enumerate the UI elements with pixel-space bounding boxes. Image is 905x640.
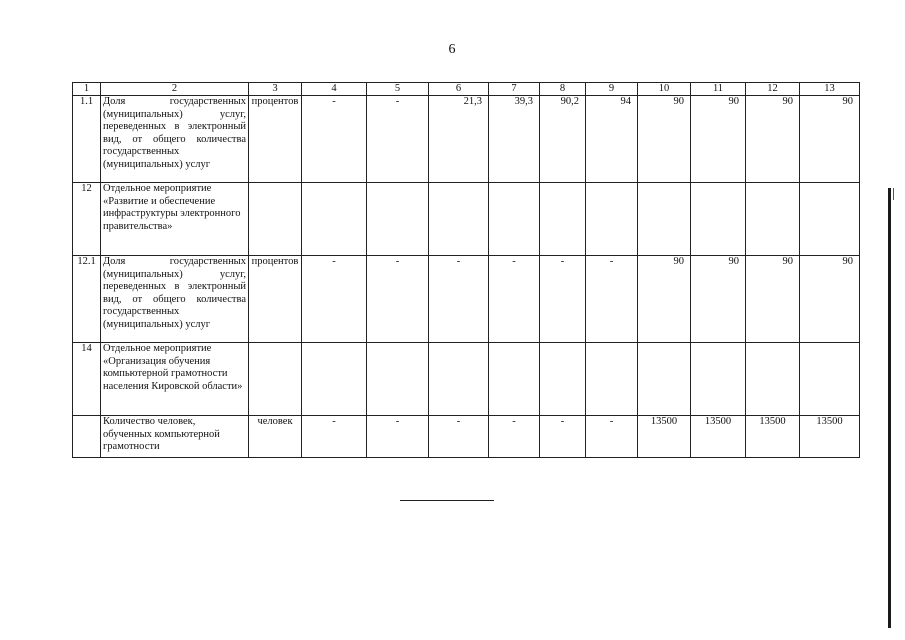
closing-rule [400, 500, 494, 501]
indicator-name-cell: Количество человек, обученных компьютерной грамотности [101, 416, 249, 458]
row-number-cell: 14 [73, 343, 101, 416]
value-cell [429, 183, 489, 256]
value-cell [800, 343, 860, 416]
row-number-cell [73, 416, 101, 458]
value-cell [586, 183, 638, 256]
value-cell: 90 [691, 96, 746, 183]
header-cell: 9 [586, 83, 638, 96]
unit-cell [249, 183, 302, 256]
table-row [73, 416, 860, 458]
header-cell: 4 [302, 83, 367, 96]
value-cell: 90 [746, 96, 800, 183]
scan-margin-bar [888, 188, 891, 628]
table-header-row [73, 83, 860, 96]
header-cell: 8 [540, 83, 586, 96]
table-row [73, 96, 860, 183]
value-cell [691, 343, 746, 416]
value-cell: 21,3 [429, 96, 489, 183]
value-cell: - [367, 256, 429, 343]
scan-margin-tick [893, 188, 894, 200]
header-cell: 13 [800, 83, 860, 96]
value-cell: - [367, 96, 429, 183]
value-cell: 13500 [746, 416, 800, 458]
value-cell [691, 183, 746, 256]
indicators-table [72, 82, 860, 458]
value-cell [489, 343, 540, 416]
value-cell: 94 [586, 96, 638, 183]
value-cell: - [540, 416, 586, 458]
value-cell [302, 343, 367, 416]
value-cell: - [302, 416, 367, 458]
value-cell [367, 183, 429, 256]
value-cell [638, 183, 691, 256]
header-cell: 5 [367, 83, 429, 96]
value-cell: 13500 [638, 416, 691, 458]
table-row [73, 343, 860, 416]
value-cell: - [429, 256, 489, 343]
indicator-name-cell: Доля государственных (муниципальных) услуг, переведенных в электронный вид, от общего количества государственных (муниципальных) услуг [101, 256, 249, 343]
value-cell: - [489, 416, 540, 458]
unit-cell [249, 343, 302, 416]
value-cell [429, 343, 489, 416]
value-cell: - [586, 416, 638, 458]
page-number: 6 [448, 42, 456, 57]
value-cell: 90 [638, 96, 691, 183]
value-cell [540, 343, 586, 416]
table-row [73, 183, 860, 256]
value-cell: - [302, 256, 367, 343]
header-cell: 3 [249, 83, 302, 96]
unit-cell: процентов [249, 256, 302, 343]
value-cell: 90 [638, 256, 691, 343]
row-number-cell: 12 [73, 183, 101, 256]
value-cell: - [367, 416, 429, 458]
header-cell: 7 [489, 83, 540, 96]
value-cell [638, 343, 691, 416]
value-cell: - [429, 416, 489, 458]
value-cell [302, 183, 367, 256]
value-cell: 90 [800, 256, 860, 343]
row-number-cell: 12.1 [73, 256, 101, 343]
value-cell [489, 183, 540, 256]
value-cell: 90 [691, 256, 746, 343]
value-cell [800, 183, 860, 256]
value-cell: 90 [746, 256, 800, 343]
value-cell [746, 343, 800, 416]
header-cell: 6 [429, 83, 489, 96]
unit-cell: процентов [249, 96, 302, 183]
header-cell: 10 [638, 83, 691, 96]
header-cell: 12 [746, 83, 800, 96]
table-row [73, 256, 860, 343]
value-cell [367, 343, 429, 416]
value-cell: - [540, 256, 586, 343]
value-cell: 90 [800, 96, 860, 183]
indicator-name-cell: Доля государственных (муниципальных) услуг, переведенных в электронный вид, от общего количества государственных (муниципальных) услуг [101, 96, 249, 183]
unit-cell: человек [249, 416, 302, 458]
value-cell: 39,3 [489, 96, 540, 183]
value-cell [746, 183, 800, 256]
value-cell: 13500 [691, 416, 746, 458]
indicator-name-cell: Отдельное мероприятие «Организация обучения компьютерной грамотности населения Кировской области» [101, 343, 249, 416]
header-cell: 2 [101, 83, 249, 96]
value-cell: - [586, 256, 638, 343]
indicator-name-cell: Отдельное мероприятие «Развитие и обеспечение инфраструктуры электронного правительства» [101, 183, 249, 256]
value-cell: - [302, 96, 367, 183]
header-cell: 11 [691, 83, 746, 96]
value-cell: 90,2 [540, 96, 586, 183]
value-cell [540, 183, 586, 256]
value-cell: 13500 [800, 416, 860, 458]
value-cell [586, 343, 638, 416]
value-cell: - [489, 256, 540, 343]
row-number-cell: 1.1 [73, 96, 101, 183]
header-cell: 1 [73, 83, 101, 96]
